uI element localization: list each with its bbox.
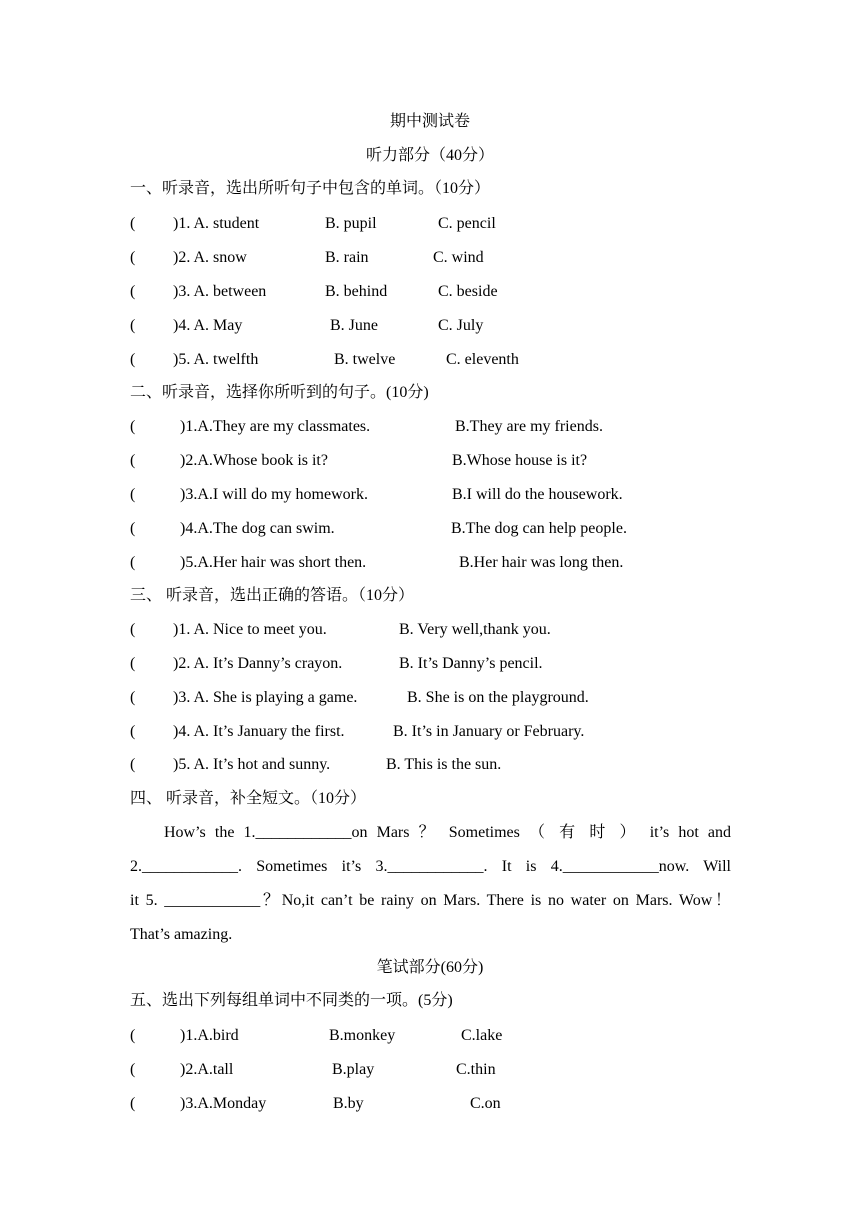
answer-bracket: ( bbox=[130, 621, 136, 638]
option-c: C. wind bbox=[433, 249, 484, 266]
option-b: B. pupil bbox=[325, 215, 377, 232]
option-a: )5.A.Her hair was short then. bbox=[180, 554, 367, 571]
answer-bracket: ( bbox=[130, 554, 136, 571]
option-a: )2.A.Whose book is it? bbox=[180, 452, 328, 469]
answer-bracket: ( bbox=[130, 452, 136, 469]
written-title: 笔试部分(60分) bbox=[376, 959, 484, 976]
answer-bracket: ( bbox=[130, 1095, 136, 1112]
option-c: C. July bbox=[438, 317, 484, 334]
option-b: B.Whose house is it? bbox=[452, 452, 588, 469]
passage-line: That’s amazing. bbox=[130, 926, 233, 943]
option-b: B.I will do the housework. bbox=[452, 486, 623, 503]
passage-line: it 5. ____________？No,it can’t be rainy on Mars. There is no water on Mars. Wow！ bbox=[130, 892, 731, 909]
option-b: B.Her hair was long then. bbox=[459, 554, 624, 571]
section4-heading: 四、 听录音，补全短文。（10分） bbox=[130, 790, 367, 807]
answer-bracket: ( bbox=[130, 283, 136, 300]
answer-bracket: ( bbox=[130, 249, 136, 266]
option-b: B.They are my friends. bbox=[455, 418, 603, 435]
option-b: B. She is on the playground. bbox=[407, 689, 589, 706]
option-a: )4. A. May bbox=[173, 317, 243, 334]
answer-bracket: ( bbox=[130, 317, 136, 334]
option-a: )2. A. snow bbox=[173, 249, 247, 266]
option-b: B. This is the sun. bbox=[386, 756, 502, 773]
option-b: B.monkey bbox=[329, 1027, 396, 1044]
answer-bracket: ( bbox=[130, 486, 136, 503]
option-b: B. It’s in January or February. bbox=[393, 723, 585, 740]
option-a: )2.A.tall bbox=[180, 1061, 234, 1078]
answer-bracket: ( bbox=[130, 756, 136, 773]
section3-heading: 三、 听录音，选出正确的答语。（10分） bbox=[130, 587, 415, 604]
answer-bracket: ( bbox=[130, 215, 136, 232]
option-c: C.lake bbox=[461, 1027, 503, 1044]
answer-bracket: ( bbox=[130, 1027, 136, 1044]
option-b: B.play bbox=[332, 1061, 375, 1078]
option-c: C.on bbox=[470, 1095, 501, 1112]
option-a: )1. A. student bbox=[173, 215, 260, 232]
option-b: B. Very well,thank you. bbox=[399, 621, 551, 638]
option-b: B. behind bbox=[325, 283, 388, 300]
option-c: C. beside bbox=[438, 283, 498, 300]
option-a: )5. A. It’s hot and sunny. bbox=[173, 756, 331, 773]
option-a: )1. A. Nice to meet you. bbox=[173, 621, 327, 638]
option-a: )3. A. She is playing a game. bbox=[173, 689, 358, 706]
answer-bracket: ( bbox=[130, 1061, 136, 1078]
option-c: C. eleventh bbox=[446, 351, 519, 368]
section5-heading: 五、选出下列每组单词中不同类的一项。(5分) bbox=[130, 992, 453, 1009]
option-a: )2. A. It’s Danny’s crayon. bbox=[173, 655, 343, 672]
option-c: C.thin bbox=[456, 1061, 496, 1078]
option-b: B. June bbox=[330, 317, 378, 334]
answer-bracket: ( bbox=[130, 418, 136, 435]
section1-heading: 一、听录音，选出所听句子中包含的单词。（10分） bbox=[130, 180, 491, 197]
answer-bracket: ( bbox=[130, 520, 136, 537]
option-a: )4. A. It’s January the first. bbox=[173, 723, 345, 740]
option-a: )3.A.Monday bbox=[180, 1095, 267, 1112]
passage-line: How’s the 1.____________on Mars ？ Sometimes （ 有 时 ） it’s hot and bbox=[164, 824, 731, 841]
exam-title: 期中测试卷 bbox=[389, 113, 470, 130]
listening-title: 听力部分（40分） bbox=[365, 147, 494, 164]
option-a: )1.A.bird bbox=[180, 1027, 239, 1044]
answer-bracket: ( bbox=[130, 655, 136, 672]
section2-heading: 二、听录音，选择你所听到的句子。(10分) bbox=[130, 384, 429, 401]
option-a: )1.A.They are my classmates. bbox=[180, 418, 371, 435]
option-a: )3.A.I will do my homework. bbox=[180, 486, 368, 503]
option-b: B.The dog can help people. bbox=[451, 520, 627, 537]
option-c: C. pencil bbox=[438, 215, 496, 232]
option-a: )3. A. between bbox=[173, 283, 267, 300]
answer-bracket: ( bbox=[130, 351, 136, 368]
passage-line: 2.____________. Sometimes it’s 3.____________. It is 4.____________now. Will bbox=[130, 858, 731, 875]
option-b: B. It’s Danny’s pencil. bbox=[399, 655, 543, 672]
option-b: B. rain bbox=[325, 249, 369, 266]
option-b: B.by bbox=[333, 1095, 364, 1112]
option-b: B. twelve bbox=[334, 351, 396, 368]
answer-bracket: ( bbox=[130, 723, 136, 740]
option-a: )5. A. twelfth bbox=[173, 351, 259, 368]
answer-bracket: ( bbox=[130, 689, 136, 706]
option-a: )4.A.The dog can swim. bbox=[180, 520, 335, 537]
